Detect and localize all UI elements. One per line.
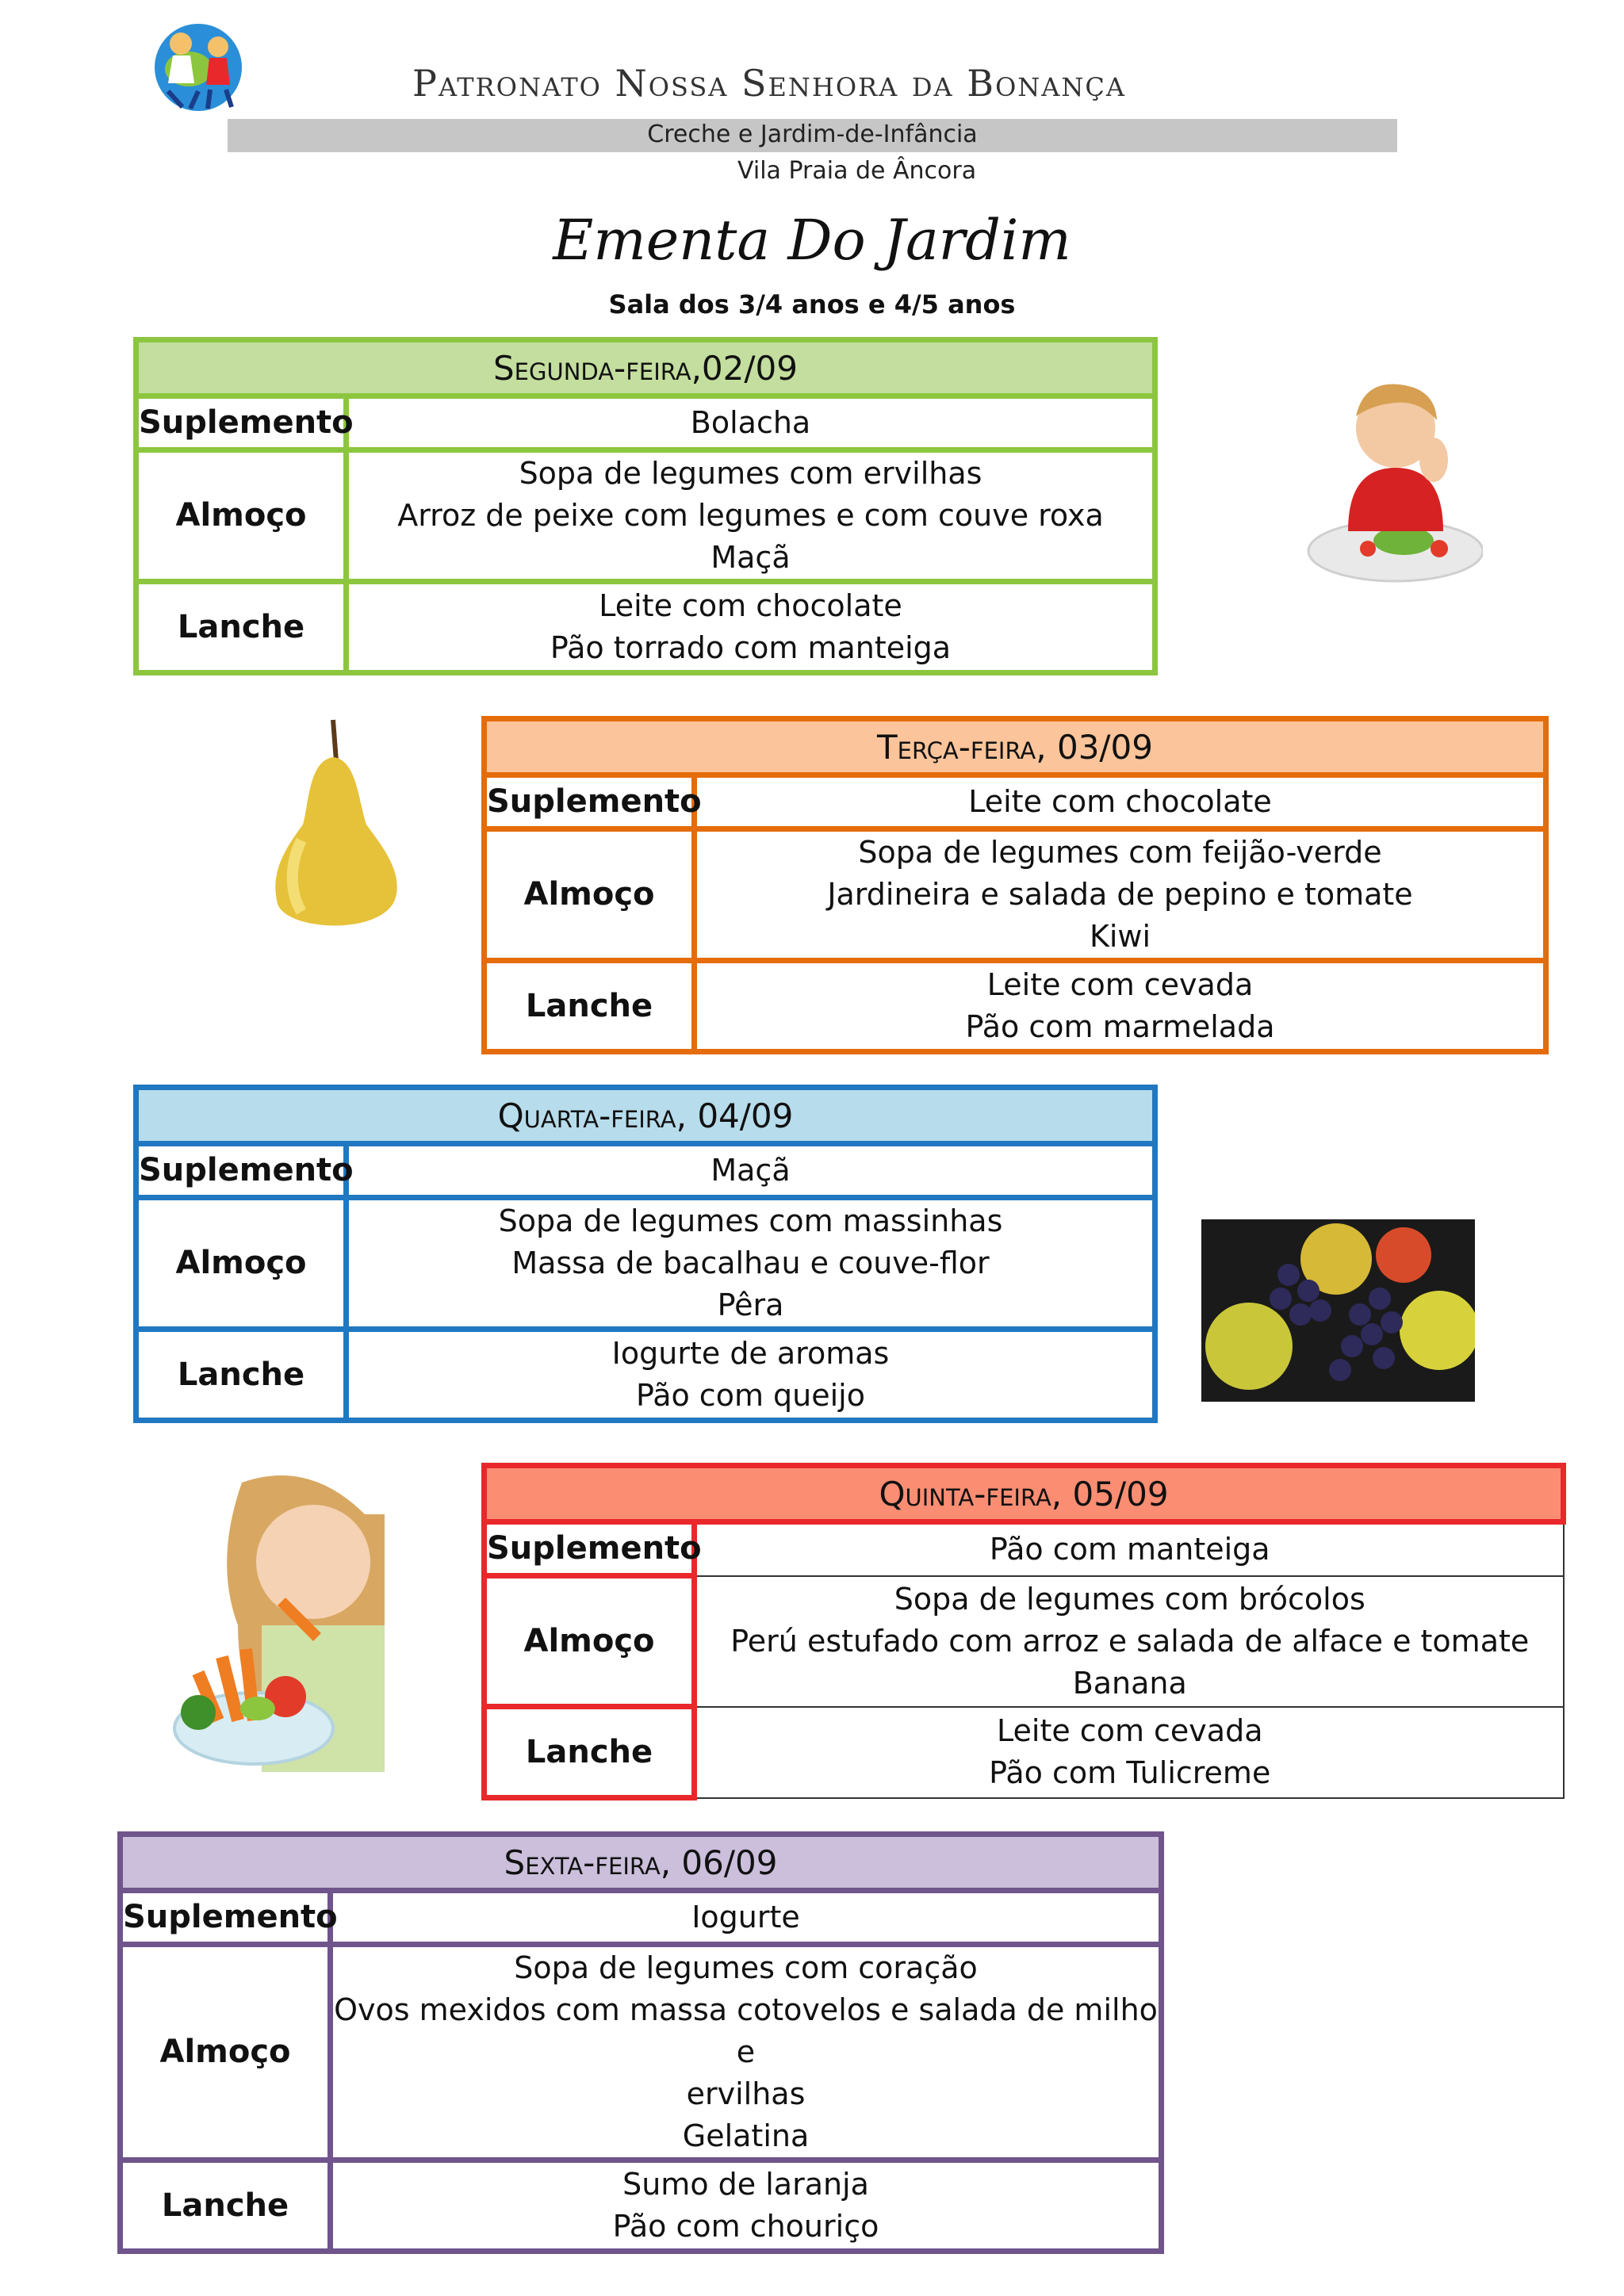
lunch-cell: Sopa de legumes com coração Ovos mexidos com massa cotovelos e salada de milho e ervilhas Gelatina: [331, 1945, 1162, 2160]
menu-table-friday: [117, 1831, 1164, 2254]
snack-label: Lanche: [485, 1707, 695, 1798]
snack-label: Lanche: [121, 2160, 331, 2252]
supplement-cell: Iogurte: [331, 1891, 1162, 1945]
snack-label: Lanche: [485, 961, 695, 1052]
pear-picture: [254, 714, 412, 939]
subtitle: Creche e Jardim-de-Infância: [647, 121, 978, 148]
menu-table-wednesday: [133, 1085, 1158, 1423]
snack-cell: Leite com cevada Pão com Tulicreme: [695, 1707, 1564, 1798]
boy-with-salad-picture: [1300, 365, 1483, 587]
supplement-cell: Maçã: [347, 1144, 1155, 1198]
supplement-label: Suplemento: [136, 1144, 347, 1198]
supplement-label: Suplemento: [485, 1522, 695, 1576]
menu-table-monday: [133, 337, 1158, 675]
lunch-label: Almoço: [485, 1576, 695, 1707]
snack-cell: Iogurte de aromas Pão com queijo: [347, 1330, 1155, 1421]
snack-cell: Leite com chocolate Pão torrado com manteiga: [347, 582, 1155, 673]
page-title: Ementa Do Jardim: [553, 208, 1071, 273]
menu-table-thursday: [481, 1463, 1566, 1800]
supplement-label: Suplemento: [485, 775, 695, 829]
location: Vila Praia de Âncora: [737, 157, 977, 185]
girl-with-vegetables-picture: [167, 1467, 385, 1772]
supplement-cell: Leite com chocolate: [695, 775, 1546, 829]
day-heading: Quinta-feira, 05/09: [485, 1466, 1564, 1522]
day-heading: Sexta-feira, 06/09: [121, 1835, 1162, 1891]
supplement-label: Suplemento: [136, 396, 347, 450]
snack-label: Lanche: [136, 1330, 347, 1421]
lunch-cell: Sopa de legumes com ervilhas Arroz de peixe com legumes e com couve roxa Maçã: [347, 450, 1155, 582]
supplement-label: Suplemento: [121, 1891, 331, 1945]
day-heading: Quarta-feira, 04/09: [136, 1088, 1155, 1144]
day-heading: Terça-feira, 03/09: [485, 719, 1546, 775]
school-logo: [151, 20, 246, 115]
menu-table-tuesday: [481, 716, 1549, 1054]
supplement-cell: Bolacha: [347, 396, 1155, 450]
snack-label: Lanche: [136, 582, 347, 673]
day-heading: Segunda-feira,02/09: [136, 340, 1155, 396]
supplement-cell: Pão com manteiga: [695, 1522, 1564, 1576]
lunch-cell: Sopa de legumes com brócolos Perú estufado com arroz e salada de alface e tomate Banana: [695, 1576, 1564, 1707]
snack-cell: Sumo de laranja Pão com chouriço: [331, 2160, 1162, 2252]
lunch-label: Almoço: [136, 1198, 347, 1330]
lunch-cell: Sopa de legumes com massinhas Massa de bacalhau e couve-flor Pêra: [347, 1198, 1155, 1330]
fruits-picture: [1201, 1219, 1475, 1402]
lunch-label: Almoço: [136, 450, 347, 582]
lunch-label: Almoço: [121, 1945, 331, 2160]
organization-name: Patronato Nossa Senhora da Bonança: [412, 62, 1127, 105]
snack-cell: Leite com cevada Pão com marmelada: [695, 961, 1546, 1052]
lunch-cell: Sopa de legumes com feijão-verde Jardineira e salada de pepino e tomate Kiwi: [695, 829, 1546, 961]
lunch-label: Almoço: [485, 829, 695, 961]
age-groups: Sala dos 3/4 anos e 4/5 anos: [608, 289, 1016, 320]
